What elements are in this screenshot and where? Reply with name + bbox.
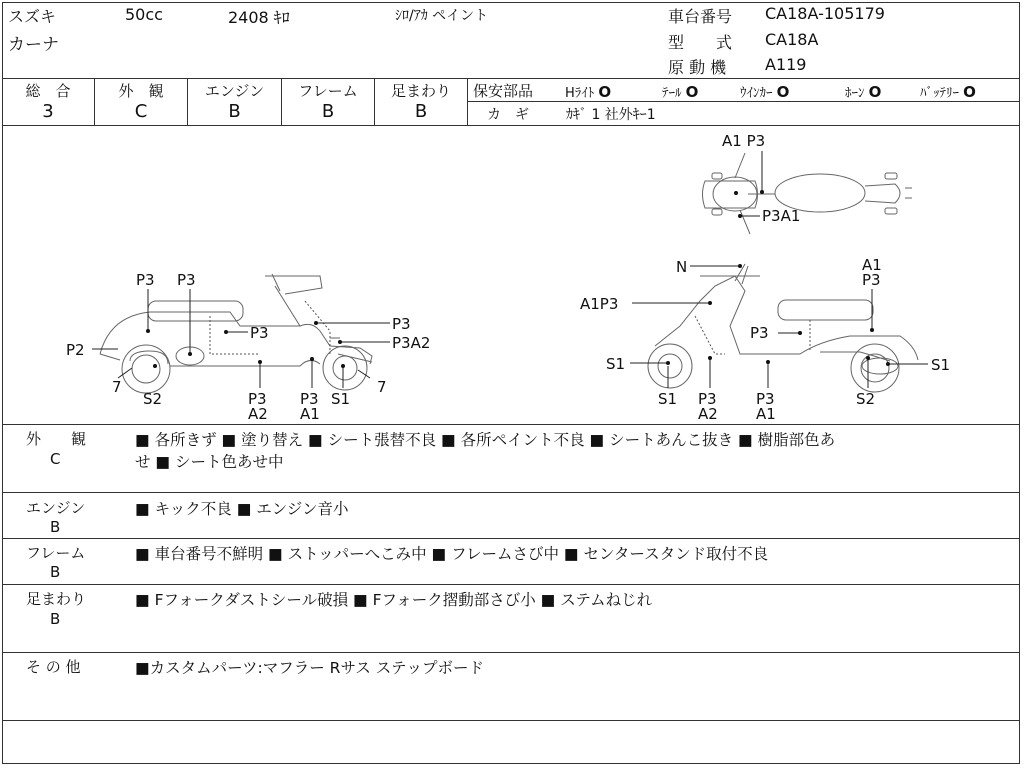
safety-label: 保安部品 — [473, 82, 534, 100]
label-left-p3-step: P3 — [248, 390, 267, 408]
label-left-p2: P2 — [66, 341, 85, 359]
overall-label: 総 合 — [25, 82, 71, 100]
label-right-s2: S2 — [856, 390, 876, 408]
safety-headlight: Hﾗｲﾄ O — [565, 83, 612, 101]
engine-value: A119 — [765, 55, 807, 74]
remark-engine-grade: B — [50, 518, 61, 536]
remark-frame-label: フレーム — [26, 544, 86, 562]
remark-suspension-label: 足まわり — [26, 590, 87, 608]
key-label: カ ギ — [487, 107, 529, 123]
suspension-grade: B — [414, 101, 428, 122]
maker: スズキ — [8, 7, 57, 26]
label-left-p3-seat: P3 — [136, 271, 155, 289]
engine-grade-label: エンジン — [204, 82, 265, 100]
remark-exterior-grade: C — [50, 450, 61, 468]
overall-grade: 3 — [42, 101, 54, 122]
label-right-a1-bottom: A1 — [756, 405, 776, 423]
label-left-7-rear: 7 — [112, 378, 122, 396]
label-left-p3-front: P3 — [392, 315, 411, 333]
displacement: 50cc — [125, 5, 163, 24]
color: ｼﾛ/ｱｶ ペイント — [395, 8, 489, 24]
remark-frame-text: ■ 車台番号不鮮明 ■ ストッパーへこみ中 ■ フレームさび中 ■ センタースタンド取付不良 — [135, 545, 769, 563]
remark-suspension-text: ■ Fフォークダストシール破損 ■ Fフォーク摺動部さび小 ■ ステムねじれ — [135, 591, 653, 609]
safety-winker: ｳｲﾝｶｰ O — [740, 83, 790, 101]
safety-horn: ﾎｰﾝ O — [845, 83, 882, 101]
label-right-a2: A2 — [698, 405, 718, 423]
left-view-scooter — [100, 274, 372, 393]
frame-grade: B — [321, 101, 335, 122]
frame-no: CA18A-105179 — [765, 4, 885, 23]
remark-other-label: そ の 他 — [26, 658, 81, 676]
label-left-a2: A2 — [248, 405, 268, 423]
label-top-a1p3: A1 P3 — [722, 132, 766, 150]
remark-engine-text: ■ キック不良 ■ エンジン音小 — [135, 500, 349, 518]
label-left-p3-body: P3 — [250, 324, 269, 342]
safety-battery: ﾊﾞｯﾃﾘｰ O — [920, 83, 976, 101]
remark-exterior-line2: せ ■ シート色あせ中 — [135, 453, 284, 471]
exterior-grade: C — [134, 101, 148, 122]
label-right-p3-floor: P3 — [756, 390, 775, 408]
damage-diagram — [0, 126, 1024, 424]
label-left-p3a2: P3A2 — [392, 334, 431, 352]
remark-frame-grade: B — [50, 563, 61, 581]
frame-grade-label: フレーム — [298, 82, 358, 100]
type-value: CA18A — [765, 30, 819, 49]
mileage: 2408 ｷﾛ — [228, 8, 290, 27]
label-top-p3a1: P3A1 — [762, 207, 801, 225]
top-view-scooter — [703, 153, 913, 234]
remark-other-text: ■カスタムパーツ:マフラー Rサス ステップボード — [135, 659, 484, 677]
label-left-a1: A1 — [300, 405, 320, 423]
label-right-s1-rear: S1 — [931, 356, 951, 374]
model-name: カーナ — [8, 35, 59, 55]
engine-grade: B — [228, 101, 241, 122]
label-right-s1-bottom: S1 — [658, 390, 678, 408]
label-right-a1: A1 — [862, 256, 882, 274]
key-value: ｶｷﾞ 1 社外ｷｰ1 — [566, 107, 656, 123]
label-right-p3-seat: P3 — [862, 271, 881, 289]
remark-exterior-line1: ■ 各所きず ■ 塗り替え ■ シート張替不良 ■ 各所ペイント不良 ■ シートあんこ抜き ■ 樹脂部色あ — [135, 431, 836, 449]
suspension-grade-label: 足まわり — [390, 82, 451, 100]
label-left-p3-rear: P3 — [177, 271, 196, 289]
label-left-s2: S2 — [143, 390, 163, 408]
label-left-s1: S1 — [331, 390, 351, 408]
exterior-label: 外 観 — [118, 82, 164, 100]
type-label: 型 式 — [668, 33, 733, 52]
label-right-p3-body: P3 — [750, 324, 769, 342]
frame-no-label: 車台番号 — [668, 7, 733, 26]
label-left-7-front: 7 — [377, 378, 387, 396]
label-right-n: N — [676, 258, 688, 276]
engine-label: 原 動 機 — [668, 58, 727, 77]
remark-engine-label: エンジン — [26, 499, 86, 517]
remark-suspension-grade: B — [50, 610, 61, 628]
label-right-s1-front: S1 — [606, 355, 626, 373]
remark-exterior-label: 外 観 — [26, 430, 87, 448]
label-right-p3-step: P3 — [698, 390, 717, 408]
safety-tail: ﾃｰﾙ O — [662, 83, 699, 101]
label-right-a1p3: A1P3 — [580, 295, 619, 313]
label-left-p3-floor: P3 — [300, 390, 319, 408]
